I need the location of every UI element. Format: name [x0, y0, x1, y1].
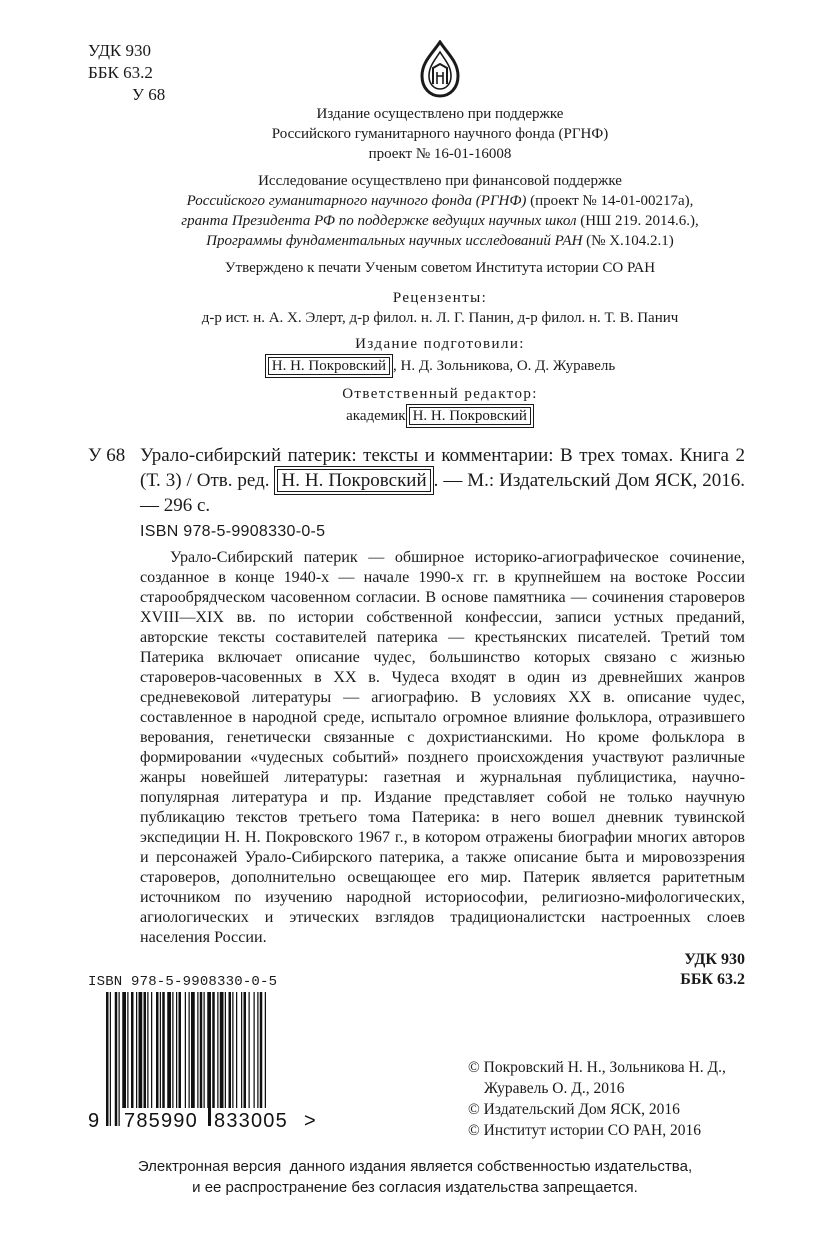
boxed-name: Н. Н. Покровский [277, 469, 430, 492]
barcode-bar [176, 992, 177, 1126]
barcode-bar [185, 992, 186, 1126]
barcode-bar [189, 992, 190, 1126]
support-block [80, 104, 800, 164]
barcode-bar [147, 992, 148, 1126]
barcode-bar [156, 992, 159, 1126]
bibliographic-entry [88, 443, 745, 518]
editor-title: Ответственный редактор: [342, 386, 538, 402]
reviewers-title: Рецензенты: [392, 290, 488, 306]
barcode-bar [110, 992, 111, 1126]
udk-block [88, 40, 165, 106]
barcode-bar [204, 992, 205, 1126]
copyright-line-2: Журавель О. Д., 2016 [484, 1080, 625, 1097]
udk-code: УДК 930 [88, 41, 152, 60]
approved-line: Утверждено к печати Ученым советом Института истории СО РАН [224, 260, 656, 276]
support-line-3: проект № 16-01-16008 [368, 146, 512, 162]
copyright-line-1: © Покровский Н. Н., Зольникова Н. Д., [468, 1059, 726, 1076]
research-fund-italic: Российского гуманитарного научного фонда (РГНФ) [186, 193, 527, 209]
barcode-bar [172, 992, 173, 1126]
research-block [80, 171, 800, 251]
barcode-bar [162, 992, 165, 1126]
research-grant-number: (НШ 219. 2014.6.), [576, 213, 699, 229]
copyright-line-4: © Институт истории СО РАН, 2016 [468, 1122, 701, 1139]
barcode-bar [229, 992, 232, 1126]
barcode [88, 990, 328, 1130]
barcode-bar [254, 992, 255, 1126]
barcode-bar [217, 992, 218, 1126]
footer-line-2: и ее распространение без согласия издательства запрещается. [192, 1179, 638, 1196]
barcode-bar [191, 992, 195, 1126]
barcode-arrow: > [304, 1110, 316, 1130]
research-program-italic: Программы фундаментальных научных исследований РАН [206, 233, 583, 249]
barcode-bar [257, 992, 258, 1126]
barcode-bar [122, 992, 126, 1126]
editor-prefix: академик [346, 408, 406, 424]
barcode-bar [232, 992, 233, 1126]
barcode-bar [249, 992, 250, 1126]
research-grant-italic: гранта Президента РФ по поддержке ведущих научных школ [181, 213, 577, 229]
research-line-1: Исследование осуществлено при финансовой поддержке [258, 173, 622, 189]
barcode-bar [197, 992, 198, 1126]
barcode-bar [265, 992, 266, 1126]
entry-code: У 68 [88, 445, 126, 466]
barcode-bar [244, 992, 247, 1126]
barcode-bar [225, 992, 226, 1126]
barcode-digits-left: 785990 [124, 1110, 198, 1130]
barcode-bar [207, 992, 211, 1126]
author-sign: У 68 [132, 85, 166, 104]
barcode-bar [139, 992, 143, 1126]
barcode-bar [144, 992, 147, 1126]
udk-right-block [680, 950, 745, 990]
footer-line-1: Электронная версия данного издания является собственностью издательства, [137, 1158, 693, 1175]
barcode-bar [131, 992, 134, 1126]
barcode-bar [200, 992, 203, 1126]
rgnf-logo [418, 40, 462, 98]
barcode-bar [212, 992, 215, 1126]
prepared-names [80, 356, 800, 376]
barcode-bar [220, 992, 224, 1126]
boxed-name: Н. Н. Покровский [268, 357, 390, 375]
barcode-bar [136, 992, 137, 1126]
barcode-bar [179, 992, 182, 1126]
prepared-block [80, 334, 800, 376]
research-line-3 [80, 211, 800, 231]
annotation-paragraph: Урало-Сибирский патерик — обширное историко-агиографическое сочинение, созданное в конце 1940-х — начале 1990-х гг. в крупнейшем на востоке России старообрядческом часовенном согласии. В основе памятника — сочинения староверов XVIII—XIX вв. по истории собственной конфессии, записи устных преданий, авторские тексты составителей патерика — крестьянских писателей. Третий том Патерика включает описание чудес, большинство которых связано с жизнью староверов-часовенных в XX в. Чудеса входят в один из древнейших жанров средневековой литературы — агиографию. В условиях XX в. описание чудес, составленное в народной среде, испытало огромное влияние фольклора, отразившего верования, генетически связанные с дохристианскими. Но кроме фольклора в формировании «чудесных событий» позднего происхождения участвуют различные жанры новейшей литературы: газетная и журнальная публицистика, научно-популярная литература и пр. Издание представляет собой не только научную публикацию текстов третьего тома Патерика: в него вошел дневник тувинской экспедиции Н. Н. Покровского 1967 г., в котором отражены биографии многих авторов и персонажей Урало-Сибирского патерика, а также описание быта и мировоззрения староверов, дополнительно освещающее его мир. Патерик является раритетным источником по изучению народной историософии, религиозно-мифологических, агиологических и этических взглядов традиционалистски настроенных слоев населения России. [140, 549, 745, 946]
barcode-bar [115, 992, 118, 1126]
barcode-bar [167, 992, 171, 1126]
prepared-others: , Н. Д. Зольникова, О. Д. Журавель [393, 358, 616, 374]
barcode-bar [119, 992, 120, 1126]
isbn-line: ISBN 978-5-9908330-0-5 [140, 523, 326, 540]
prepared-title: Издание подготовили: [355, 336, 525, 352]
copyright-line-3: © Издательский Дом ЯСК, 2016 [468, 1101, 680, 1118]
editor-block [80, 384, 800, 426]
barcode-bar [241, 992, 242, 1126]
research-line-2 [80, 191, 800, 211]
barcode-bar [236, 992, 237, 1126]
udk-right-code: УДК 930 [684, 951, 745, 968]
entry-part-2: . — М.: Издательский Дом ЯСК, 2016. — 296 с. [140, 470, 746, 516]
entry-part-1: Урало-сибирский патерик: тексты и комментарии: В трех томах. Книга 2 (Т. 3) / Отв. ред. [140, 445, 745, 491]
boxed-name: Н. Н. Покровский [409, 407, 531, 425]
barcode-digit-first: 9 [88, 1110, 100, 1130]
barcode-bar [127, 992, 128, 1126]
support-line-2: Российского гуманитарного научного фонда (РГНФ) [271, 126, 609, 142]
entry-text [140, 443, 745, 518]
bbk-right-code: ББК 63.2 [680, 971, 745, 988]
barcode-bar [260, 992, 263, 1126]
reviewers-names: д-р ист. н. А. Х. Элерт, д-р филол. н. Л. Г. Панин, д-р филол. н. Т. В. Панич [201, 310, 679, 326]
bbk-code: ББК 63.2 [88, 63, 153, 82]
support-line-1: Издание осуществлено при поддержке [316, 106, 564, 122]
barcode-isbn-label: ISBN 978-5-9908330-0-5 [88, 974, 278, 990]
research-program-number: (№ Х.104.2.1) [582, 233, 674, 249]
reviewers-block [80, 288, 800, 328]
barcode-bar [160, 992, 161, 1126]
barcode-bar [151, 992, 152, 1126]
barcode-digits-right: 833005 [214, 1110, 288, 1130]
barcode-bar [106, 992, 109, 1126]
research-fund-project: (проект № 14-01-00217а), [526, 193, 694, 209]
copyright-block [468, 1057, 726, 1141]
editor-name-line [80, 406, 800, 426]
research-line-4 [80, 231, 800, 251]
footer-notice [80, 1156, 750, 1198]
